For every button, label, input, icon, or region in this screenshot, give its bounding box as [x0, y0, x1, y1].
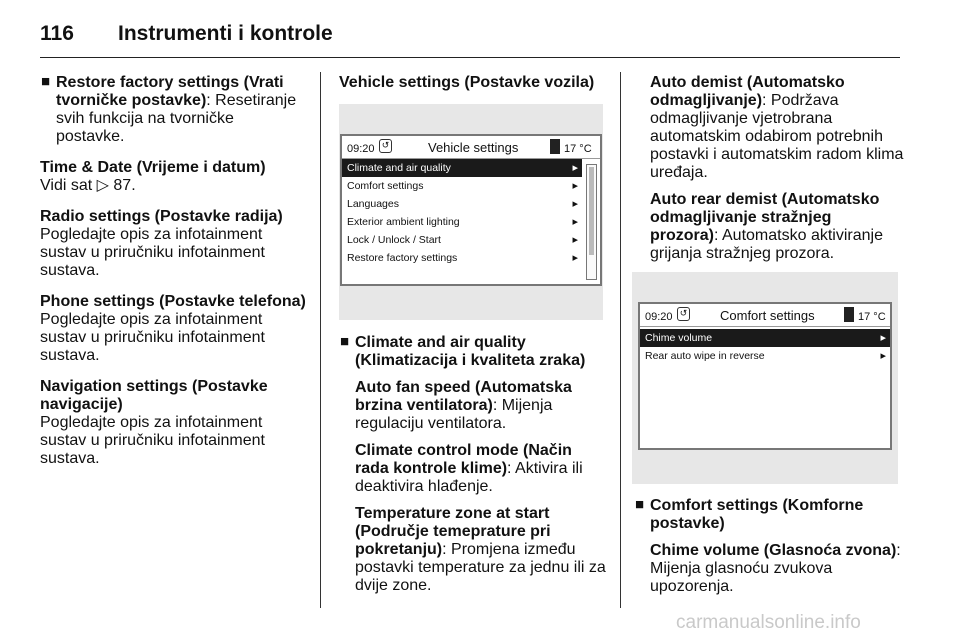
screen-temperature: 17 °C	[564, 143, 592, 155]
auto-fan-speed-item: Auto fan speed (Automatska brzina ventilatora): Mijenja regulaciju ventilatora.	[355, 379, 572, 432]
comfort-settings-title: Comfort settings (Komforne postavke)	[650, 497, 864, 532]
bullet-square-icon: ■	[41, 73, 51, 90]
column-divider-2	[620, 72, 621, 608]
screen-title: Comfort settings	[720, 308, 815, 323]
temperature-zone-item: Temperature zone at start (Područje temeprature pri pokretanju): Promjena između postavki temperature za jednu ili za dvije zone.	[355, 505, 606, 594]
column-3	[634, 74, 904, 605]
column-divider-1	[320, 72, 321, 608]
thermometer-icon	[550, 139, 560, 154]
page-number: 116	[40, 22, 74, 45]
bullet-square-icon: ■	[340, 333, 350, 350]
comfort-settings-screen	[638, 302, 892, 450]
comfort-settings-bullet	[634, 497, 904, 533]
vehicle-menu-list	[342, 159, 600, 267]
screen-header	[640, 304, 890, 327]
climate-air-quality-bullet	[339, 334, 609, 370]
menu-item-comfort[interactable]: Comfort settings ▸	[342, 177, 582, 195]
screen-header	[342, 136, 600, 159]
menu-item-restore-factory[interactable]: Restore factory settings ▸	[342, 249, 582, 267]
phone-settings-text: Pogledajte opis za infotainment sustav u priručniku infotainment sustava.	[40, 311, 265, 364]
climate-control-mode-item: Climate control mode (Način rada kontrole klime): Aktivira ili deaktivira hlađenje.	[355, 442, 583, 495]
auto-demist-item: Auto demist (Automatsko odmagljivanje): Podržava odmagljivanje vjetrobrana automatskim odabirom potrebnih postavki i automatskim radom klima uređaja.	[650, 74, 904, 181]
chevron-right-icon: ▸	[880, 332, 886, 344]
restore-factory-desc: : Resetiranje svih funkcija na tvorničke postavke.	[56, 92, 297, 145]
phone-settings-section	[40, 293, 306, 365]
chevron-right-icon: ▸	[572, 216, 578, 228]
comfort-menu-list	[640, 327, 890, 365]
menu-item-ambient-lighting[interactable]: Exterior ambient lighting ▸	[342, 213, 582, 231]
navigation-settings-section	[40, 378, 306, 468]
comfort-settings-screen-figure	[632, 272, 898, 484]
chevron-right-icon: ▸	[572, 234, 578, 246]
back-icon: ↺	[379, 139, 392, 153]
menu-item-climate[interactable]: Climate and air quality ▸	[342, 159, 582, 177]
navigation-settings-text: Pogledajte opis za infotainment sustav u priručniku infotainment sustava.	[40, 414, 265, 467]
scrollbar-thumb[interactable]	[589, 167, 594, 255]
column-2	[339, 74, 609, 604]
radio-settings-title: Radio settings (Postavke radija)	[40, 208, 283, 225]
restore-factory-bullet	[40, 74, 306, 146]
menu-item-rear-auto-wipe[interactable]: Rear auto wipe in reverse ▸	[640, 347, 890, 365]
screen-clock: 09:20	[347, 143, 375, 155]
thermometer-icon	[844, 307, 854, 322]
column-1	[40, 74, 306, 481]
time-date-section	[40, 159, 306, 195]
screen-title: Vehicle settings	[428, 140, 519, 155]
screen-scrollbar[interactable]	[586, 164, 597, 280]
chevron-right-icon: ▸	[880, 350, 886, 362]
restore-factory-term: Restore factory settings (Vrati tvorničke postavke)	[56, 74, 284, 109]
vehicle-settings-heading: Vehicle settings (Postavke vozila)	[339, 74, 595, 91]
chevron-right-icon: ▸	[572, 180, 578, 192]
menu-item-chime-volume[interactable]: Chime volume ▸	[640, 329, 890, 347]
time-date-text: Vidi sat ▷ 87.	[40, 177, 136, 194]
page-ref-icon: ▷	[96, 177, 109, 194]
page-header	[40, 22, 900, 58]
radio-settings-text: Pogledajte opis za infotainment sustav u priručniku infotainment sustava.	[40, 226, 265, 279]
vehicle-settings-screen	[340, 134, 602, 286]
chime-volume-item: Chime volume (Glasnoća zvona): Mijenja glasnoću zvukova upozorenja.	[650, 542, 901, 595]
chevron-right-icon: ▸	[572, 198, 578, 210]
screen-clock: 09:20	[645, 311, 673, 323]
time-date-ref-link[interactable]: 87.	[113, 177, 136, 194]
chevron-right-icon: ▸	[572, 162, 578, 174]
bullet-square-icon: ■	[635, 496, 645, 513]
navigation-settings-title: Navigation settings (Postavke navigacije)	[40, 378, 268, 413]
auto-rear-demist-item: Auto rear demist (Automatsko odmagljivanje stražnjeg prozora): Automatsko aktiviranje grijanja stražnjeg prozora.	[650, 191, 883, 262]
vehicle-settings-screen-figure	[339, 104, 603, 320]
phone-settings-title: Phone settings (Postavke telefona)	[40, 293, 306, 310]
watermark: carmanualsonline.info	[676, 612, 861, 633]
chevron-right-icon: ▸	[572, 252, 578, 264]
time-date-title: Time & Date (Vrijeme i datum)	[40, 159, 266, 176]
screen-temperature: 17 °C	[858, 311, 886, 323]
menu-item-languages[interactable]: Languages ▸	[342, 195, 582, 213]
page-title: Instrumenti i kontrole	[118, 22, 333, 45]
radio-settings-section	[40, 208, 306, 280]
menu-item-lock-unlock[interactable]: Lock / Unlock / Start ▸	[342, 231, 582, 249]
climate-air-quality-title: Climate and air quality (Klimatizacija i kvaliteta zraka)	[355, 334, 586, 369]
back-icon: ↺	[677, 307, 690, 321]
